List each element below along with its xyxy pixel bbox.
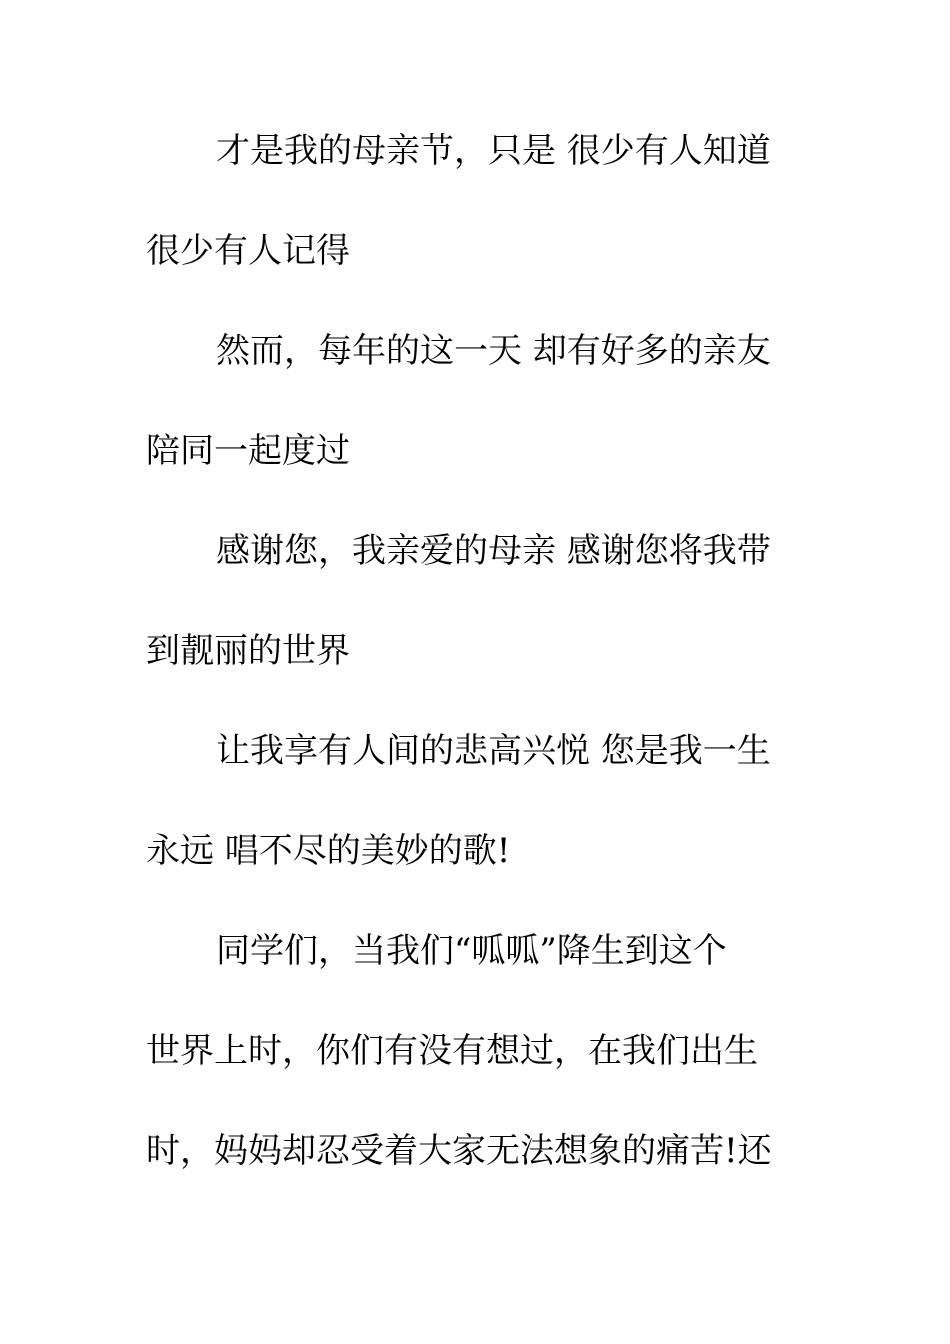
paragraph-line: 陪同一起度过	[146, 431, 350, 471]
paragraph-line: 同学们，当我们“呱呱”降生到这个	[216, 931, 727, 971]
paragraph-line: 然而，每年的这一天 却有好多的亲友	[216, 331, 771, 371]
paragraph-line: 很少有人记得	[146, 231, 350, 271]
paragraph-line: 永远 唱不尽的美妙的歌!	[146, 831, 511, 871]
paragraph-line: 让我享有人间的悲高兴悦 您是我一生	[216, 731, 771, 771]
paragraph-line: 时，妈妈却忍受着大家无法想象的痛苦!还	[146, 1131, 772, 1171]
paragraph-line: 感谢您，我亲爱的母亲 感谢您将我带	[216, 531, 771, 571]
paragraph-line: 世界上时，你们有没有想过，在我们出生	[146, 1031, 758, 1071]
paragraph-line: 才是我的母亲节，只是 很少有人知道	[216, 131, 771, 171]
paragraph-line: 到靓丽的世界	[146, 631, 350, 671]
